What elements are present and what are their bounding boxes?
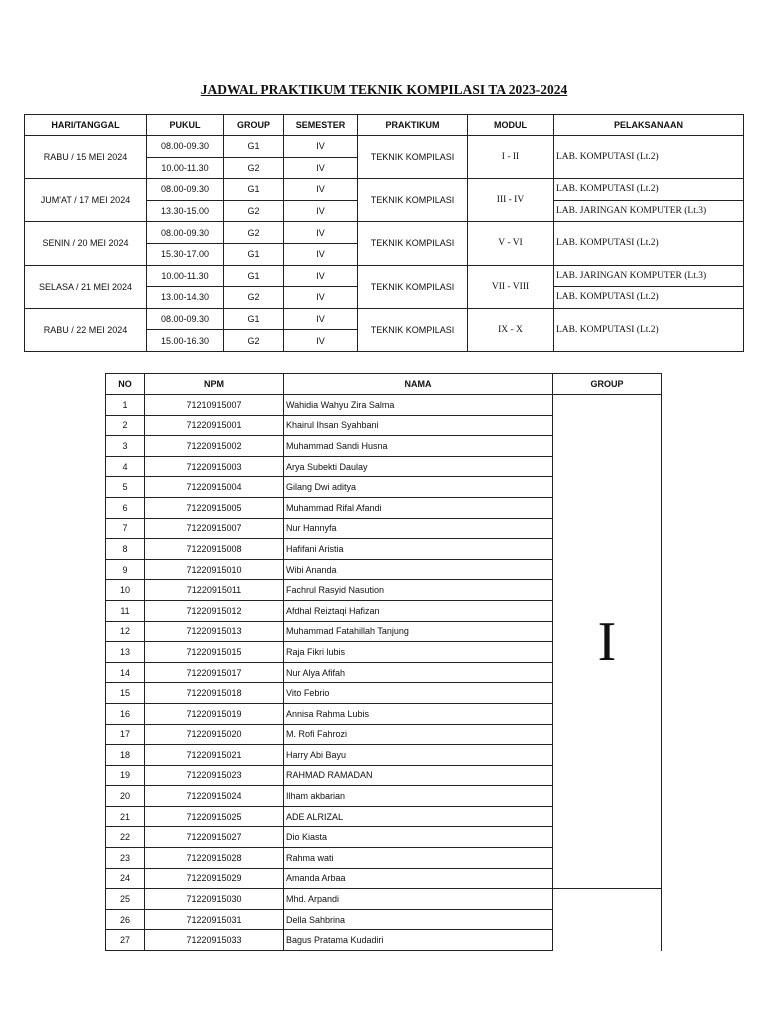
student-name: Della Sahbrina <box>284 909 553 930</box>
group-cell <box>553 889 662 951</box>
student-no: 11 <box>106 600 145 621</box>
schedule-praktikum: TEKNIK KOMPILASI <box>358 308 468 351</box>
schedule-date: RABU / 22 MEI 2024 <box>25 308 147 351</box>
schedule-date: SELASA / 21 MEI 2024 <box>25 265 147 308</box>
schedule-group: G1 <box>224 179 284 201</box>
student-name: Ilham akbarian <box>284 786 553 807</box>
student-no: 1 <box>106 395 145 416</box>
student-npm: 71220915013 <box>145 621 284 642</box>
student-name: Hafifani Aristia <box>284 539 553 560</box>
schedule-time: 08.00-09.30 <box>147 136 224 158</box>
student-name: Gilang Dwi aditya <box>284 477 553 498</box>
student-no: 8 <box>106 539 145 560</box>
student-name: Fachrul Rasyid Nasution <box>284 580 553 601</box>
col-header-nama: NAMA <box>284 374 553 395</box>
schedule-date: JUM'AT / 17 MEI 2024 <box>25 179 147 222</box>
schedule-semester: IV <box>284 243 358 265</box>
student-npm: 71220915025 <box>145 806 284 827</box>
student-npm: 71220915019 <box>145 703 284 724</box>
schedule-row <box>25 179 744 201</box>
schedule-row <box>25 222 744 244</box>
student-npm: 71220915012 <box>145 600 284 621</box>
student-no: 26 <box>106 909 145 930</box>
schedule-table <box>24 114 744 352</box>
schedule-time: 10.00-11.30 <box>147 265 224 287</box>
student-npm: 71220915031 <box>145 909 284 930</box>
document-title: JADWAL PRAKTIKUM TEKNIK KOMPILASI TA 2023-2024 <box>200 82 568 97</box>
student-name: Amanda Arbaa <box>284 868 553 889</box>
student-header-row <box>106 374 662 395</box>
col-header-praktikum: PRAKTIKUM <box>358 115 468 136</box>
student-name: Raja Fikri lubis <box>284 642 553 663</box>
schedule-group: G2 <box>224 222 284 244</box>
student-name: Dio Kiasta <box>284 827 553 848</box>
col-header-pukul: PUKUL <box>147 115 224 136</box>
student-npm: 71220915028 <box>145 848 284 869</box>
schedule-place: LAB. JARINGAN KOMPUTER (Lt.3) <box>554 265 744 287</box>
student-name: Khairul Ihsan Syahbani <box>284 415 553 436</box>
schedule-group: G1 <box>224 136 284 158</box>
schedule-time: 13.30-15.00 <box>147 200 224 222</box>
schedule-semester: IV <box>284 287 358 309</box>
student-no: 15 <box>106 683 145 704</box>
schedule-date: SENIN / 20 MEI 2024 <box>25 222 147 265</box>
student-npm: 71220915020 <box>145 724 284 745</box>
schedule-group: G2 <box>224 200 284 222</box>
col-header-group: GROUP <box>224 115 284 136</box>
student-name: Muhammad Fatahillah Tanjung <box>284 621 553 642</box>
student-npm: 71220915021 <box>145 745 284 766</box>
student-name: Harry Abi Bayu <box>284 745 553 766</box>
student-npm: 71220915003 <box>145 456 284 477</box>
student-npm: 71220915018 <box>145 683 284 704</box>
student-name: Arya Subekti Daulay <box>284 456 553 477</box>
student-no: 4 <box>106 456 145 477</box>
student-npm: 71210915007 <box>145 395 284 416</box>
schedule-place: LAB. KOMPUTASI (Lt.2) <box>554 308 744 351</box>
schedule-place: LAB. KOMPUTASI (Lt.2) <box>554 287 744 309</box>
schedule-place: LAB. KOMPUTASI (Lt.2) <box>554 222 744 265</box>
schedule-semester: IV <box>284 136 358 158</box>
student-npm: 71220915005 <box>145 497 284 518</box>
schedule-praktikum: TEKNIK KOMPILASI <box>358 179 468 222</box>
student-no: 27 <box>106 930 145 951</box>
student-no: 20 <box>106 786 145 807</box>
student-npm: 71220915017 <box>145 662 284 683</box>
student-no: 3 <box>106 436 145 457</box>
schedule-modul: III - IV <box>468 179 554 222</box>
student-no: 2 <box>106 415 145 436</box>
schedule-semester: IV <box>284 330 358 352</box>
schedule-modul: I - II <box>468 136 554 179</box>
student-npm: 71220915030 <box>145 889 284 910</box>
student-table <box>105 373 662 951</box>
student-no: 10 <box>106 580 145 601</box>
col-header-npm: NPM <box>145 374 284 395</box>
schedule-row <box>25 136 744 158</box>
student-no: 18 <box>106 745 145 766</box>
student-no: 6 <box>106 497 145 518</box>
student-no: 21 <box>106 806 145 827</box>
col-header-hari: HARI/TANGGAL <box>25 115 147 136</box>
schedule-group: G2 <box>224 330 284 352</box>
student-name: Muhammad Rifal Afandi <box>284 497 553 518</box>
student-no: 19 <box>106 765 145 786</box>
schedule-header-row <box>25 115 744 136</box>
schedule-modul: VII - VIII <box>468 265 554 308</box>
schedule-time: 08.00-09.30 <box>147 222 224 244</box>
student-name: Wahidia Wahyu Zira Salma <box>284 395 553 416</box>
schedule-time: 10.00-11.30 <box>147 157 224 179</box>
col-header-no: NO <box>106 374 145 395</box>
student-name: Wibi Ananda <box>284 559 553 580</box>
schedule-row <box>25 265 744 287</box>
student-no: 16 <box>106 703 145 724</box>
student-npm: 71220915015 <box>145 642 284 663</box>
schedule-date: RABU / 15 MEI 2024 <box>25 136 147 179</box>
student-npm: 71220915002 <box>145 436 284 457</box>
student-row <box>106 395 662 416</box>
group-label: I <box>553 395 662 889</box>
student-no: 13 <box>106 642 145 663</box>
student-npm: 71220915010 <box>145 559 284 580</box>
schedule-semester: IV <box>284 157 358 179</box>
schedule-praktikum: TEKNIK KOMPILASI <box>358 222 468 265</box>
student-no: 12 <box>106 621 145 642</box>
student-name: M. Rofi Fahrozi <box>284 724 553 745</box>
schedule-semester: IV <box>284 179 358 201</box>
student-no: 24 <box>106 868 145 889</box>
student-name: RAHMAD RAMADAN <box>284 765 553 786</box>
student-name: Afdhal Reiztaqi Hafizan <box>284 600 553 621</box>
student-npm: 71220915023 <box>145 765 284 786</box>
schedule-group: G1 <box>224 308 284 330</box>
student-npm: 71220915024 <box>145 786 284 807</box>
schedule-semester: IV <box>284 265 358 287</box>
schedule-semester: IV <box>284 308 358 330</box>
schedule-group: G1 <box>224 265 284 287</box>
schedule-group: G1 <box>224 243 284 265</box>
student-npm: 71220915029 <box>145 868 284 889</box>
student-npm: 71220915001 <box>145 415 284 436</box>
student-no: 7 <box>106 518 145 539</box>
student-name: Mhd. Arpandi <box>284 889 553 910</box>
schedule-semester: IV <box>284 200 358 222</box>
schedule-place: LAB. JARINGAN KOMPUTER (Lt.3) <box>554 200 744 222</box>
schedule-place: LAB. KOMPUTASI (Lt.2) <box>554 179 744 201</box>
schedule-semester: IV <box>284 222 358 244</box>
student-name: Vito Febrio <box>284 683 553 704</box>
student-no: 22 <box>106 827 145 848</box>
schedule-time: 08.00-09.30 <box>147 179 224 201</box>
student-no: 23 <box>106 848 145 869</box>
student-npm: 71220915007 <box>145 518 284 539</box>
col-header-group: GROUP <box>553 374 662 395</box>
student-no: 17 <box>106 724 145 745</box>
schedule-group: G2 <box>224 287 284 309</box>
student-name: Bagus Pratama Kudadiri <box>284 930 553 951</box>
schedule-row <box>25 308 744 330</box>
schedule-time: 13.00-14.30 <box>147 287 224 309</box>
schedule-praktikum: TEKNIK KOMPILASI <box>358 265 468 308</box>
student-name: ADE ALRIZAL <box>284 806 553 827</box>
student-no: 25 <box>106 889 145 910</box>
col-header-semester: SEMESTER <box>284 115 358 136</box>
schedule-time: 15.30-17.00 <box>147 243 224 265</box>
student-no: 9 <box>106 559 145 580</box>
schedule-modul: V - VI <box>468 222 554 265</box>
student-npm: 71220915027 <box>145 827 284 848</box>
student-npm: 71220915011 <box>145 580 284 601</box>
student-name: Annisa Rahma Lubis <box>284 703 553 724</box>
student-name: Nur Alya Afifah <box>284 662 553 683</box>
col-header-modul: MODUL <box>468 115 554 136</box>
student-no: 5 <box>106 477 145 498</box>
schedule-group: G2 <box>224 157 284 179</box>
student-name: Rahma wati <box>284 848 553 869</box>
schedule-place: LAB. KOMPUTASI (Lt.2) <box>554 136 744 179</box>
student-row <box>106 889 662 910</box>
schedule-time: 15.00-16.30 <box>147 330 224 352</box>
student-npm: 71220915008 <box>145 539 284 560</box>
student-no: 14 <box>106 662 145 683</box>
student-name: Nur Hannyfa <box>284 518 553 539</box>
student-npm: 71220915004 <box>145 477 284 498</box>
schedule-time: 08.00-09.30 <box>147 308 224 330</box>
schedule-praktikum: TEKNIK KOMPILASI <box>358 136 468 179</box>
schedule-modul: IX - X <box>468 308 554 351</box>
student-name: Muhammad Sandi Husna <box>284 436 553 457</box>
student-npm: 71220915033 <box>145 930 284 951</box>
col-header-pelaksanaan: PELAKSANAAN <box>554 115 744 136</box>
